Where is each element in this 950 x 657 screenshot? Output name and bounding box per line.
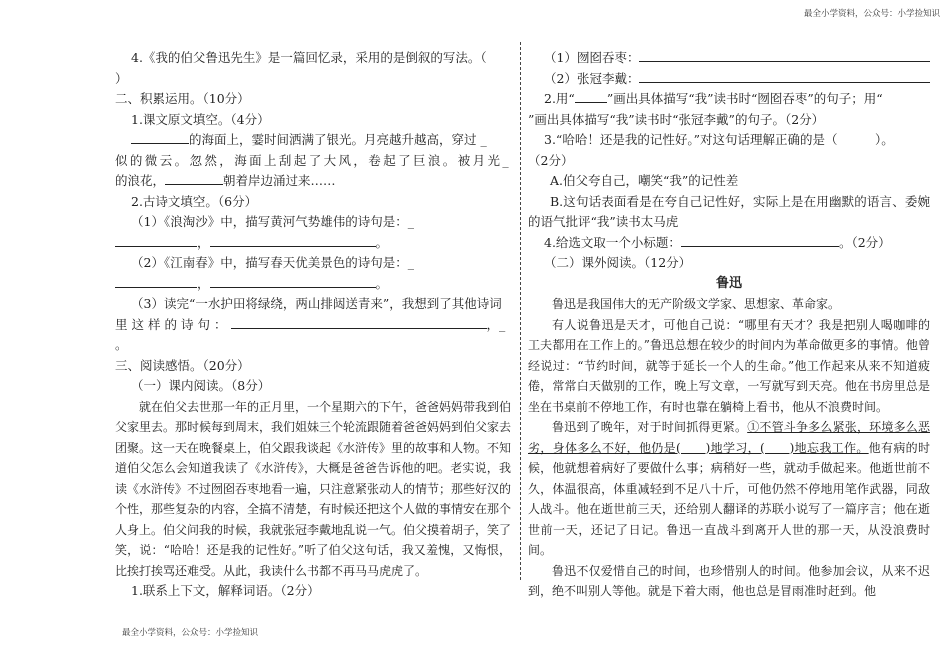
- poem-q1: [115, 212, 511, 233]
- reading-1-q2-line1: [528, 89, 930, 110]
- poem-q1-text: （1）《浪淘沙》中，描写黄河气势雄伟的诗句是：: [131, 214, 408, 229]
- passage-p1: 鲁迅是我国伟大的无产阶级文学家、思想家、革命家。: [552, 297, 841, 311]
- question-4-paren: ）: [115, 70, 128, 86]
- poem-q2-answer: [115, 274, 511, 295]
- answer-blank[interactable]: [210, 233, 376, 247]
- reading-1-q4: [528, 233, 930, 254]
- passage-p3-pre: 鲁迅到了晚年，对于时间抓得更紧。: [552, 420, 748, 434]
- fill-text-line-1-text: 的海面上，霎时间洒满了银光。月亮越升越高，穿过: [189, 132, 477, 147]
- passage-title: 鲁迅: [715, 275, 742, 291]
- option-a: A.伯父夸自己，嘲笑“我”的记性差: [550, 173, 739, 188]
- passage-p3: [528, 417, 930, 561]
- header-watermark: 最全小学资料，公众号：小学捡知识: [803, 9, 940, 19]
- period: 。: [375, 234, 389, 250]
- period: 。: [375, 275, 389, 291]
- section-2-heading: 二、积累运用。（10分）: [115, 91, 250, 106]
- fill-text-line-2-text: 似的微云。忽然，海面上刮起了大风，卷起了巨浪。被月光: [115, 152, 503, 168]
- poem-q1-answer: [115, 233, 511, 254]
- poem-q2: [115, 253, 511, 274]
- q2-text-b: ”画出具体描写“我”读书时“囫囵吞枣”的句子；用“: [606, 91, 883, 106]
- answer-blank[interactable]: [210, 274, 376, 288]
- answer-blank[interactable]: [639, 48, 930, 62]
- reading-1-q1: 1.联系上下文，解释词语。（2分）: [131, 583, 320, 598]
- fill-text-line-2-end: _: [502, 152, 509, 168]
- reading-1-heading: （一）课内阅读。（8分）: [131, 378, 271, 393]
- footer-watermark: 最全小学资料，公众号：小学捡知识: [122, 628, 259, 638]
- fill-text-line-1: [115, 130, 511, 151]
- answer-blank[interactable]: [575, 89, 607, 103]
- poem-q3-line3: 。: [115, 337, 128, 352]
- reading-1-q3-points: （2分）: [528, 152, 574, 168]
- fill-text-line-3-end: 朝着岸边涌过来……: [223, 173, 336, 188]
- reading-1-q3: 3.“哈哈！还是我的记性好。”对这句话理解正确的是（ ）。: [544, 132, 894, 147]
- fill-text-heading: 1.课文原文填空。（4分）: [131, 111, 270, 127]
- right-column: [528, 48, 930, 602]
- poem-q2-text: （2）《江南春》中，描写春天优美景色的诗句是：: [131, 255, 408, 270]
- answer-blank[interactable]: [115, 274, 197, 288]
- fill-text-line-3-text: 的浪花，: [115, 173, 166, 188]
- answer-blank[interactable]: [115, 233, 197, 247]
- left-column: [115, 48, 511, 602]
- section-3-heading: 三、阅读感悟。（20分）: [115, 357, 250, 373]
- answer-blank[interactable]: [131, 130, 189, 144]
- column-divider: [520, 42, 521, 580]
- poem-q3: （3）读完“一水护田将绿绕，两山排闼送青来”，我想到了其他诗词: [131, 296, 502, 311]
- fill-text-line-1-end: _: [480, 132, 487, 147]
- answer-blank[interactable]: [165, 171, 223, 185]
- option-b: B.这句话表面看是在夸自己记性好，实际上是在用幽默的语言、委婉的语气批评“我”读书太马虎: [528, 193, 930, 229]
- q4-text: 4.给选文取一个小标题：: [544, 234, 681, 250]
- reading-1-q2-line2: ”画出具体描写“我”读书时“张冠李戴”的句子。（2分）: [528, 111, 825, 127]
- reading-2-heading: （二）课外阅读。（12分）: [544, 255, 692, 270]
- vocab-2: [528, 69, 930, 90]
- vocab-1: [528, 48, 930, 69]
- q4-points: 。（2分）: [838, 234, 891, 250]
- answer-blank[interactable]: [231, 315, 487, 329]
- poem-q3-line2-text: 里这样的诗句：: [115, 316, 231, 332]
- passage-p2: 有人说鲁迅是天才，可他自己说：“哪里有天才？我是把别人喝咖啡的工夫都用在工作上的。”鲁迅总想在较少的时间内为革命做更多的事情。他曾经说过：“节约时间，就等于延长一个人的生命。”他工作起来从来不知道疲倦，常常白天做别的工作，晚上写文章，一写就写到天亮。他在书房里总是坐在书桌前不停地工作，有时也靠在躺椅上看书，他从不浪费时间。: [528, 317, 930, 414]
- poem-q2-end: _: [407, 255, 414, 270]
- underlined-sentence: ①不管斗争多么紧张，环境多么恶劣，身体多么不好，他仍是( )地学习，( )地忘我工作。: [528, 420, 930, 455]
- comma: ，: [197, 234, 210, 250]
- poem-q1-end: _: [407, 214, 414, 229]
- poem-q3-line2: [115, 315, 511, 336]
- passage-p3-post: 他有病的时候，他就想着病好了要做什么事；病稍好一些，就动手做起来。他逝世前不久，体温很高，体重减轻到不足八十斤，可他仍然不停地用笔作武器，同敌人战斗。他在逝世前三天，还给别人翻译的苏联小说写了一篇序言；他在逝世前一天，还记了日记。鲁迅一直战斗到离开人世的那一天，从没浪费时间。: [528, 440, 930, 557]
- reading-1-passage: 就在伯父去世那一年的正月里，一个星期六的下午，爸爸妈妈带我到伯父家里去。那时候每到周末，我们姐妹三个轮流跟随着爸爸妈妈到伯父家去团聚。这一天在晚餐桌上，伯父跟我谈起《水浒传》里的故事和人物。不知道伯父怎么会知道我读了《水浒传》，大概是爸爸告诉他的吧。老实说，我读《水浒传》不过囫囵吞枣地看一遍，只注意紧张动人的情节；那些好汉的个性，那些复杂的内容，全搞不清楚，有时候还把这个人做的事情安在那个人身上。伯父问我的时候，我就张冠李戴地乱说一气。伯父摸着胡子，笑了笑，说：“哈哈！还是我的记性好。”听了伯父这句话，我又羞愧，又悔恨，比挨打挨骂还难受。从此，我读什么书都不再马马虎虎了。: [115, 399, 512, 578]
- fill-text-line-2: [115, 151, 511, 172]
- comma: ，: [197, 275, 210, 291]
- passage-p4: 鲁迅不仅爱惜自己的时间，也珍惜别人的时间。他参加会议，从来不迟到，绝不叫别人等他。就是下着大雨，他也总是冒雨准时赶到。他: [528, 563, 930, 598]
- q2-text-a: 2.用“: [544, 91, 575, 106]
- answer-blank[interactable]: [681, 233, 839, 247]
- answer-blank[interactable]: [639, 69, 930, 83]
- poem-heading: 2.古诗文填空。（6分）: [131, 193, 258, 209]
- vocab-1-label: （1）囫囵吞枣：: [544, 50, 640, 65]
- vocab-2-label: （2）张冠李戴：: [544, 70, 640, 86]
- poem-q3-line2-end: ，_: [486, 316, 506, 332]
- fill-text-line-3: [115, 171, 511, 192]
- question-4: 4.《我的伯父鲁迅先生》是一篇回忆录，采用的是倒叙的写法。（: [131, 50, 487, 65]
